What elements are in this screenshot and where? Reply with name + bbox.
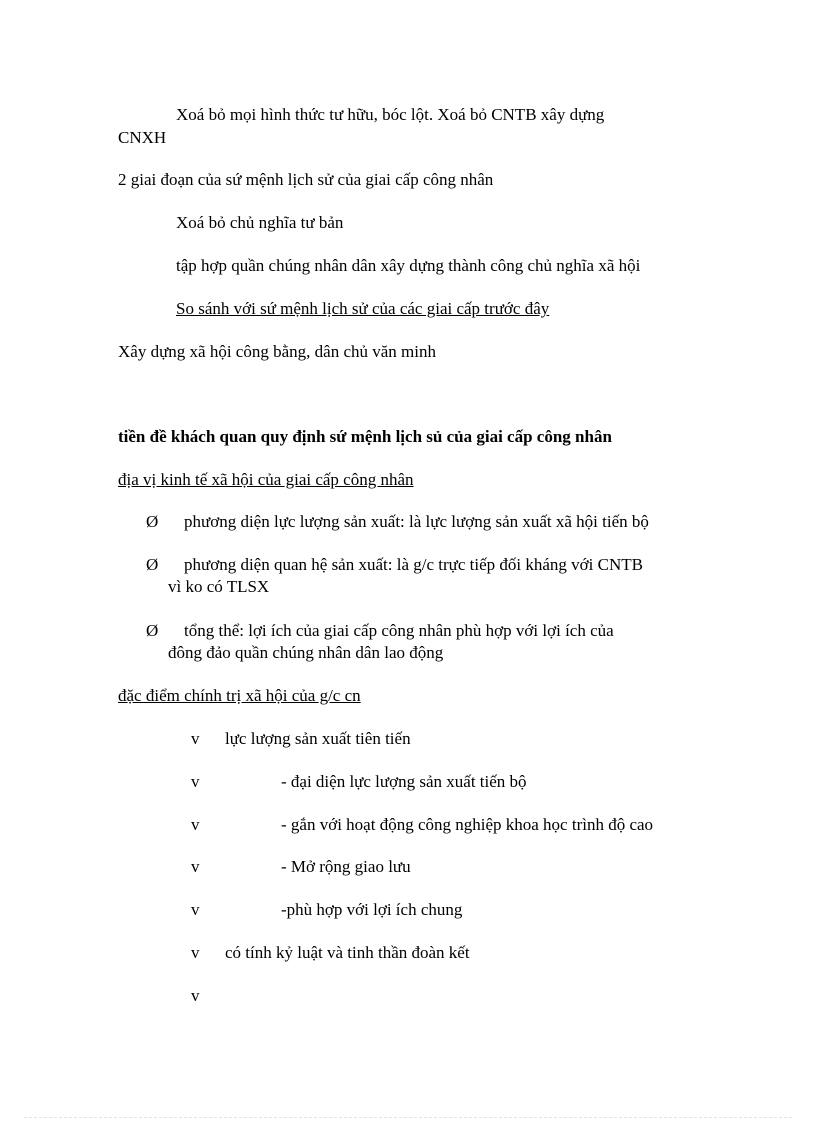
paragraph-4: tập hợp quần chúng nhân dân xây dựng thành công chủ nghĩa xã hội: [176, 256, 641, 275]
section-2-item-5: -phù hợp với lợi ích chung: [281, 900, 463, 919]
section-2-item-1: lực lượng sản xuất tiên tiến: [225, 729, 411, 748]
section-1-item-2-line-1: phương diện quan hệ sản xuất: là g/c trực tiếp đối kháng với CNTB: [184, 555, 643, 574]
section-2-item-6: có tính kỷ luật và tinh thần đoàn kết: [225, 943, 470, 962]
section-1-item-3-line-2: đông đảo quần chúng nhân dân lao động: [168, 643, 444, 662]
heading-bold: tiền đề khách quan quy định sứ mệnh lịch sủ của giai cấp công nhân: [118, 427, 612, 446]
section-1-title: địa vị kinh tế xã hội của giai cấp công nhân: [118, 470, 414, 489]
paragraph-3: Xoá bỏ chủ nghĩa tư bản: [176, 213, 344, 232]
paragraph-2: 2 giai đoạn của sứ mệnh lịch sử của giai cấp công nhân: [118, 170, 494, 189]
section-2-item-4: - Mở rộng giao lưu: [281, 857, 411, 876]
paragraph-5-underlined: So sánh với sứ mệnh lịch sử của các giai cấp trước đây: [176, 299, 550, 318]
paragraph-1-line-2: CNXH: [118, 128, 167, 147]
bullet-symbol: Ø: [146, 512, 159, 531]
bullet-symbol: v: [191, 815, 200, 834]
bullet-symbol: v: [191, 943, 200, 962]
bullet-symbol: v: [191, 986, 200, 1005]
bullet-symbol: v: [191, 900, 200, 919]
bullet-symbol: v: [191, 772, 200, 791]
section-2-title: đặc điểm chính trị xã hội của g/c cn: [118, 686, 361, 705]
section-1-item-2-line-2: vì ko có TLSX: [168, 577, 270, 596]
section-2-item-3: - gắn với hoạt động công nghiệp khoa học trình độ cao: [281, 815, 654, 834]
paragraph-1-line-1: Xoá bỏ mọi hình thức tư hữu, bóc lột. Xoá bỏ CNTB xây dựng: [176, 105, 605, 124]
bullet-symbol: Ø: [146, 621, 159, 640]
section-1-item-3-line-1: tổng thể: lợi ích của giai cấp công nhân phù hợp với lợi ích của: [184, 621, 614, 640]
section-2-item-2: - đại diện lực lượng sản xuất tiến bộ: [281, 772, 527, 791]
paragraph-6: Xây dựng xã hội công bằng, dân chủ văn minh: [118, 342, 436, 361]
section-1-item-1-line-1: phương diện lực lượng sản xuất: là lực lượng sản xuất xã hội tiến bộ: [184, 512, 649, 531]
page-bottom-rule: [24, 1117, 792, 1118]
bullet-symbol: v: [191, 729, 200, 748]
bullet-symbol: Ø: [146, 555, 159, 574]
bullet-symbol: v: [191, 857, 200, 876]
